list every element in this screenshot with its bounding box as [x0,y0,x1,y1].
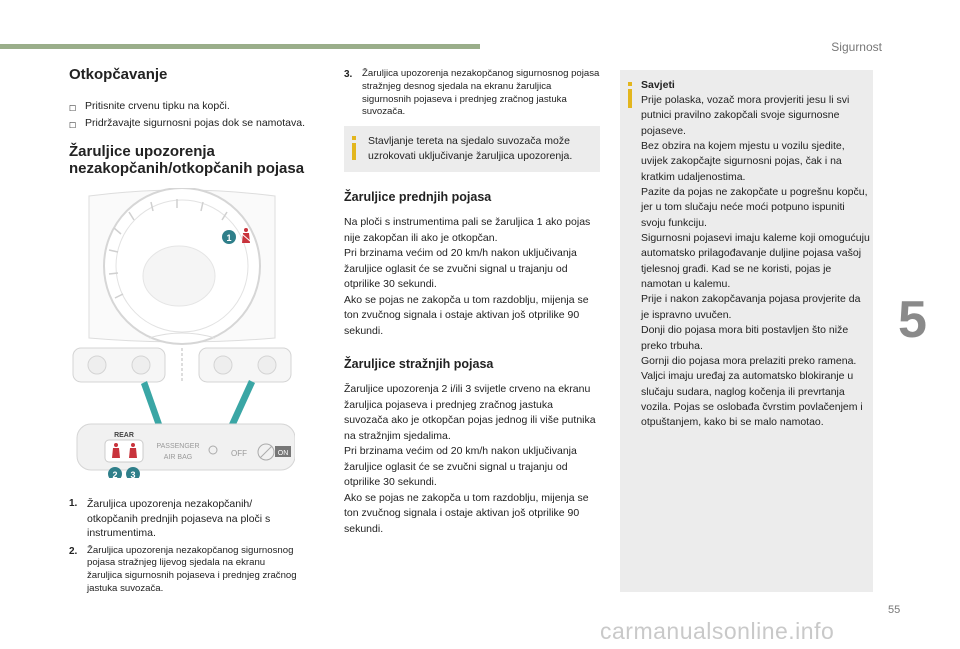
advice-text: Prije polaska, vozač mora provjeriti jesu li svi putnici pravilno zakopčali svoje sigurnosne pojaseve. Bez obzira na kojem mjestu u vozilu sjedite, uvijek zakopčajte sigurnosni pojas, čak i na kratkim udaljenostima. Pazite da pojas ne zakopčate u pogrešnu kopču, jer u tom slučaju neće moći potpuno ispuniti svoju funkciju. Sigurnosni pojasevi imaju kaleme koji omogućuju automatsko prilagođavanje duljine pojasa vašoj tjelesnoj građi. Kad se ne koristi, pojas je namotan u kalemu. Prije i nakon zakopčavanja pojasa provjerite da je ispravno uvučen. Donji dio pojasa mora biti postavljen što niže preko trbuha. Gornji dio pojasa mora prelaziti preko ramena. Valjci imaju uređaj za automatsko blokiranje u slučaju sudara, naglog kočenja ili prevrtanja vozila. Pojas se oslobađa čvrstim povlačenjem i otpuštanjem, kako bi se malo namotao. [641,94,870,429]
info-icon [352,136,356,160]
rear-belts-text: Žaruljice upozorenja 2 i/ili 3 svijetle crveno na ekranu žaruljica pojaseva i prednjeg zračnog jastuka suvozača ako je otkopčan pojas jednog ili više putnika na stražnjim sjedalima. Pri brzinama većim od 20 km/h nakon uključivanja žaruljice oglasit će se zvučni signal u trajanju od otprilike 30 sekundi. Ako se pojas ne zakopča u tom razdoblju, mijenja se ton zvučnog signala i ostaje aktivan još otprilike 90 sekundi. [344,383,596,535]
center-console [73,348,291,383]
advice-title: Savjeti [641,79,675,91]
bullet-icon: ☐ [69,104,77,113]
section-title: Sigurnost [831,40,882,54]
unlock-item-1: ☐ Pritisnite crvenu tipku na kopči. [69,100,230,113]
off-label: OFF [231,449,247,458]
page-number: 55 [888,604,901,616]
info-box: Stavljanje tereta na sjedalo suvozača može uzrokovati uključivanje žaruljica upozorenja. [344,126,600,172]
bullet-icon: ☐ [69,121,77,130]
unlock-title: Otkopčavanje [69,66,168,83]
column-middle [344,68,600,537]
callout-1: 1 [226,233,232,243]
rear-label: REAR [114,432,134,439]
airbag-label: AIR BAG [163,454,193,461]
warning-title: Žaruljice upozorenja nezakopčanih/otkopčanih pojasa [69,143,305,177]
numbered-item-1: 1. Žaruljica upozorenja nezakopčanih/ otkopčanih prednjih pojaseva na ploči s instrumentima. [69,498,271,539]
seatbelt-display-panel [77,424,295,470]
on-label: ON [277,450,289,457]
watermark: carmanualsonline.info [600,618,835,644]
callout-2: 2 [112,470,118,478]
info-icon [628,82,632,108]
header-rule [0,44,480,49]
front-belts-text: Na ploči s instrumentima pali se žaruljica 1 ako pojas nije zakopčan ili ako je otkopčan. Pri brzinama većim od 20 km/h nakon uključivanja žaruljice oglasit će se zvučni signal u trajanju od otprilike 30 sekundi. Ako se pojas ne zakopča u tom razdoblju, mijenja se ton zvučnog signala i ostaje aktivan još otprilike 90 sekundi. [344,216,591,337]
front-belts-title: Žaruljice prednjih pojasa [344,190,492,205]
numbered-list [69,497,297,596]
seatbelt-warning-illustration [69,188,295,478]
rear-belts-title: Žaruljice stražnjih pojasa [344,357,494,372]
column-left [69,66,329,177]
callout-3: 3 [130,470,136,478]
passenger-label: PASSENGER [156,443,200,450]
numbered-item-2: 2. Žaruljica upozorenja nezakopčanog sigurnosnog pojasa stražnjeg lijevog sjedala na ekranu žaruljica sigurnosnih pojaseva i prednjeg zračnog jastuka suvozača. [69,544,297,594]
chapter-number: 5 [898,291,927,349]
advice-box [620,70,873,592]
unlock-item-2: ☐ Pridržavajte sigurnosni pojas dok se namotava. [69,117,306,130]
instrument-cluster [89,188,275,344]
numbered-item-3: 3. Žaruljica upozorenja nezakopčanog sigurnosnog pojasa stražnjeg desnog sjedala na ekranu žaruljica sigurnosnih pojaseva i prednjeg zračnog jastuka suvozača. [344,68,600,118]
